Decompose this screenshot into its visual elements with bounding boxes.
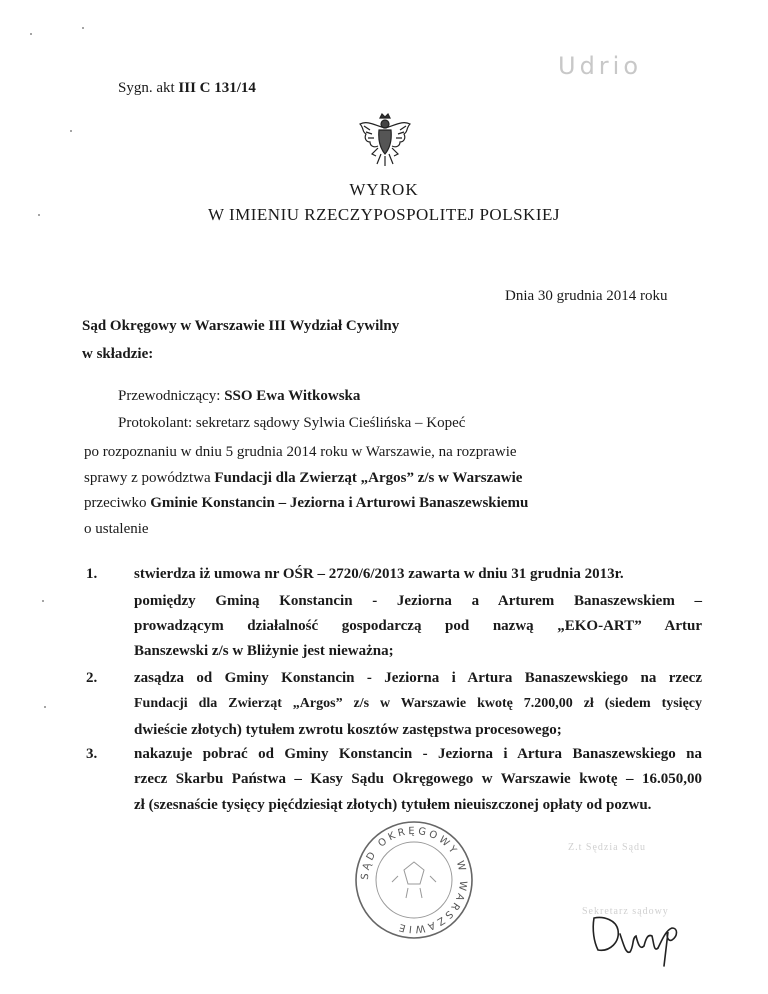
plaintiff-prefix: sprawy z powództwa: [84, 470, 215, 486]
composition-label: w składzie:: [82, 346, 154, 362]
scan-speck: [30, 33, 32, 35]
item-line: rzecz Skarbu Państwa – Kasy Sądu Okręgowego w Warszawie kwotę – 16.050,00: [134, 771, 702, 787]
presiding-name: SSO Ewa Witkowska: [224, 388, 361, 404]
plaintiff-line: [84, 470, 522, 487]
defendant-line: [84, 495, 528, 512]
item-number: 3.: [86, 746, 98, 762]
item-line: dwieście złotych) tytułem zwrotu kosztów zastępstwa procesowego;: [134, 722, 562, 738]
subject-line: o ustalenie: [84, 521, 149, 537]
handwritten-signature-icon: [580, 906, 690, 976]
case-signature-number: III C 131/14: [178, 80, 256, 96]
judgment-title: WYROK: [349, 180, 419, 199]
court-seal-icon: [352, 818, 476, 942]
judgment-subtitle: W IMIENIU RZECZYPOSPOLITEJ POLSKIEJ: [208, 205, 560, 224]
court-name: Sąd Okręgowy w Warszawie III Wydział Cywilny: [82, 318, 400, 334]
defendant-prefix: przeciwko: [84, 495, 151, 511]
court-clerk: Protokolant: sekretarz sądowy Sylwia Cieślińska – Kopeć: [118, 415, 466, 431]
defendant-name: Gminie Konstancin – Jeziorna i Arturowi Banaszewskiemu: [150, 495, 529, 511]
presiding-judge: [118, 388, 360, 405]
plaintiff-name: Fundacji dla Zwierząt „Argos” z/s w Warszawie: [214, 470, 523, 486]
faint-note: Sekretarz sądowy: [582, 906, 669, 917]
item-line: zasądza od Gminy Konstancin - Jeziorna i Artura Banaszewskiego na rzecz: [134, 670, 702, 686]
item-line: prowadzącym działalność gospodarczą pod nazwą „EKO-ART” Artur: [134, 618, 702, 634]
judgment-date: Dnia 30 grudnia 2014 roku: [505, 288, 668, 304]
item-line: stwierdza iż umowa nr OŚR – 2720/6/2013 zawarta w dniu 31 grudnia 2013r.: [134, 566, 624, 582]
scan-speck: [44, 706, 46, 708]
case-signature-prefix: Sygn. akt: [118, 80, 175, 96]
hearing-line: po rozpoznaniu w dniu 5 grudnia 2014 roku w Warszawie, na rozprawie: [84, 444, 517, 460]
item-line: pomiędzy Gminą Konstancin - Jeziorna a Arturem Banaszewskiem –: [134, 593, 702, 609]
eagle-emblem-icon: [356, 112, 414, 168]
faint-note: Z.t Sędzia Sądu: [568, 842, 647, 853]
scan-speck: [82, 27, 84, 29]
item-line: zł (szesnaście tysięcy pięćdziesiąt złotych) tytułem nieuiszczonej opłaty od pozwu.: [134, 797, 652, 813]
item-line: Fundacji dla Zwierząt „Argos” z/s w Warszawie kwotę 7.200,00 zł (siedem tysięcy: [134, 696, 702, 711]
presiding-label: Przewodniczący:: [118, 388, 221, 404]
item-line: nakazuje pobrać od Gminy Konstancin - Jeziorna i Artura Banaszewskiego na: [134, 746, 702, 762]
seal-text: SĄD OKRĘGOWY W WARSZAWIE: [359, 825, 469, 935]
item-line: Banszewski z/s w Bliżynie jest nieważna;: [134, 643, 394, 659]
case-signature: [118, 80, 256, 97]
scan-speck: [70, 130, 72, 132]
item-number: 1.: [86, 566, 98, 582]
registry-stamp: Udrio: [558, 52, 643, 80]
scan-speck: [42, 600, 44, 602]
item-number: 2.: [86, 670, 98, 686]
